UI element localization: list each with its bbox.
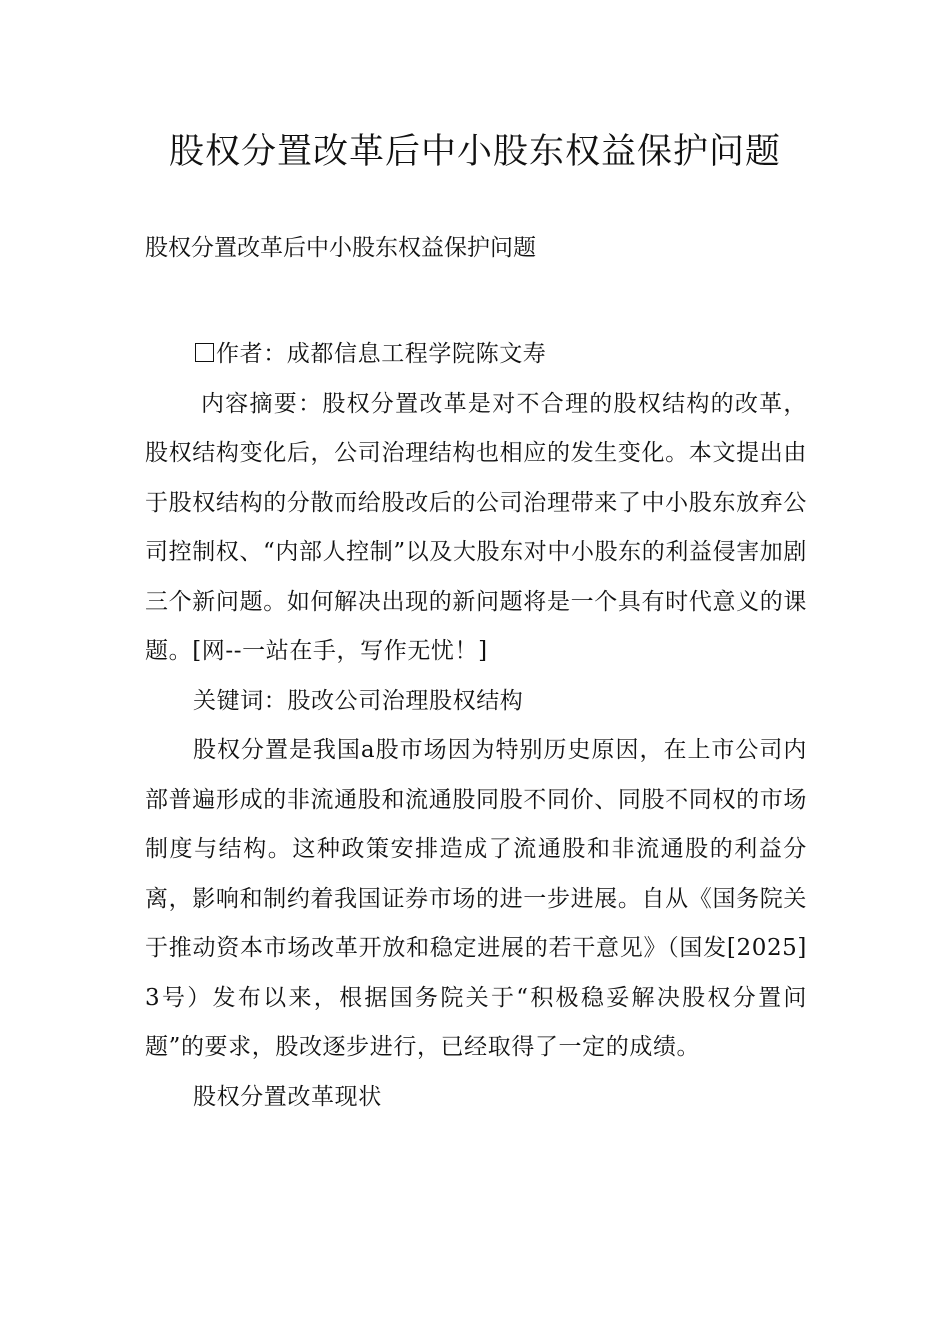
author-line xyxy=(145,330,807,380)
document-body xyxy=(145,330,807,1122)
abstract-paragraph: 内容摘要：股权分置改革是对不合理的股权结构的改革，股权结构变化后，公司治理结构也相应的发生变化。本文提出由于股权结构的分散而给股改后的公司治理带来了中小股东放弃公司控制权、“内部人控制”以及大股东对中小股东的利益侵害加剧三个新问题。如何解决出现的新问题将是一个具有时代意义的课题。[网--一站在手，写作无忧！] xyxy=(145,390,807,664)
checkbox-square-icon xyxy=(195,343,214,362)
document-subtitle: 股权分置改革后中小股东权益保护问题 xyxy=(145,235,536,261)
body-paragraph: 股权分置是我国a股市场因为特别历史原因，在上市公司内部普遍形成的非流通股和流通股同股不同价、同股不同权的市场制度与结构。这种政策安排造成了流通股和非流通股的利益分离，影响和制约着我国证券市场的进一步进展。自从《国务院关于推动资本市场改革开放和稳定进展的若干意见》（国发[2025]3号）发布以来，根据国务院关于“积极稳妥解决股权分置问题”的要求，股改逐步进行，已经取得了一定的成绩。 xyxy=(145,737,807,1060)
author-text: 作者：成都信息工程学院陈文寿 xyxy=(216,341,547,367)
keywords-line: 关键词：股改公司治理股权结构 xyxy=(193,687,524,714)
section-heading: 股权分置改革现状 xyxy=(193,1083,382,1110)
document-title: 股权分置改革后中小股东权益保护问题 xyxy=(168,132,781,172)
